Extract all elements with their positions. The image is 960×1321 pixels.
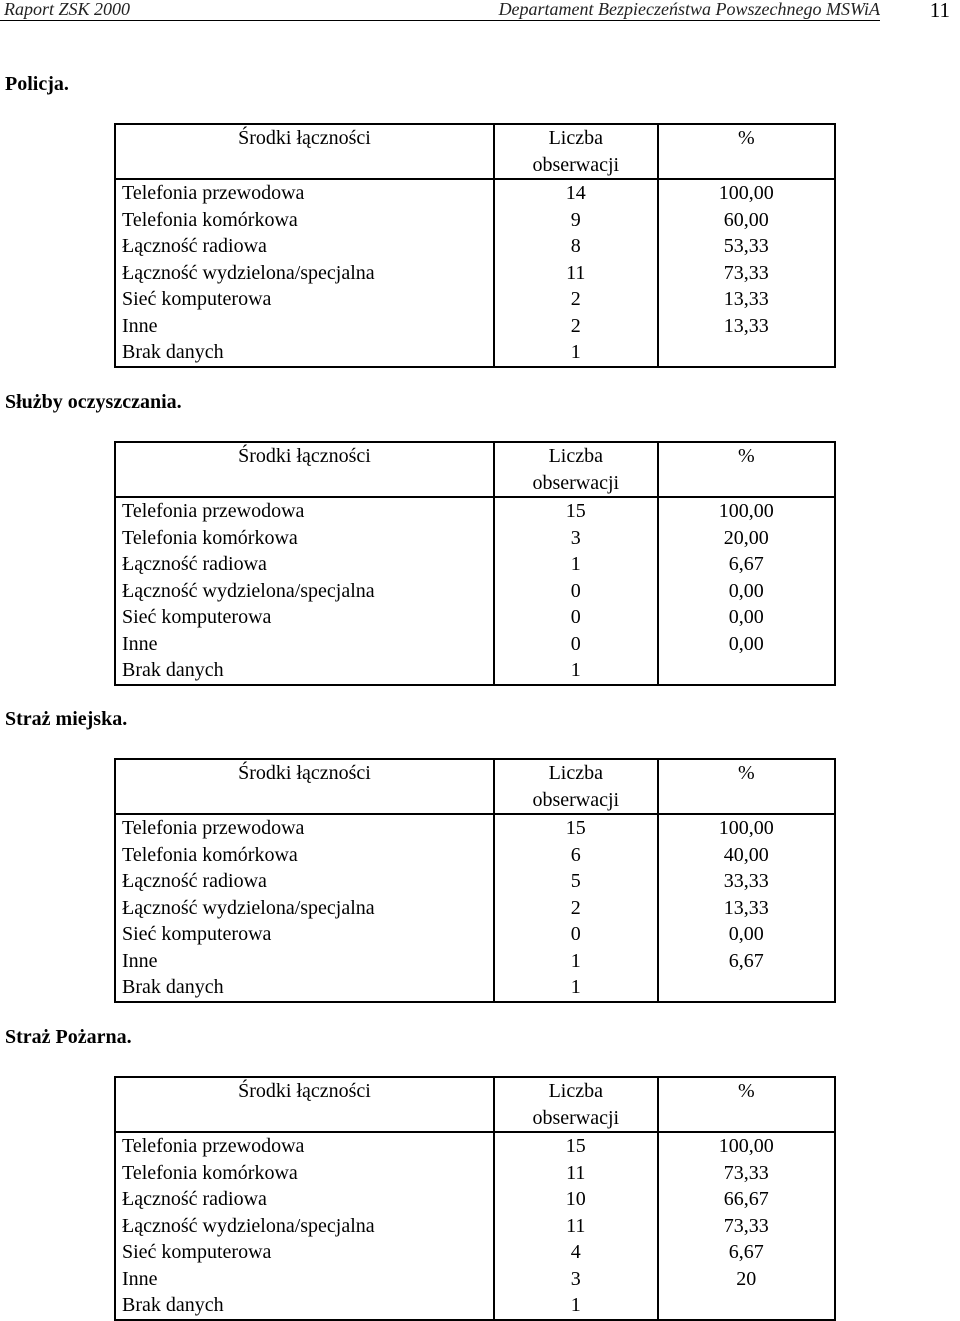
percent-column-entry xyxy=(659,974,834,1001)
percent-column-entry: 100,00 xyxy=(718,1135,774,1157)
count-column-entry: 10 xyxy=(565,1188,586,1210)
table-row xyxy=(115,1132,835,1320)
header-count-entry: Liczba obserwacji xyxy=(532,445,620,494)
header-count-entry: Liczba obserwacji xyxy=(532,1080,620,1129)
percent-column-entry: 40,00 xyxy=(723,843,769,866)
count-column-entry: 2 xyxy=(570,314,581,337)
percent-column-entry: 13,33 xyxy=(723,896,769,919)
header-percent xyxy=(658,1077,835,1132)
report-name: Raport ZSK 2000 xyxy=(4,0,131,19)
communication-table xyxy=(114,758,836,1003)
count-column-entry: 2 xyxy=(570,896,581,919)
header-percent xyxy=(658,442,835,497)
count-column-entry: 1 xyxy=(570,341,581,363)
medium-column xyxy=(115,814,494,1002)
header-percent-entry: % xyxy=(737,127,755,149)
header-count xyxy=(494,759,658,814)
medium-column-entry: Telefonia przewodowa xyxy=(122,500,305,522)
percent-column xyxy=(658,497,835,685)
medium-column-entry: Łączność wydzielona/specjalna xyxy=(122,261,375,284)
medium-column-entry: Telefonia przewodowa xyxy=(122,817,305,839)
percent-column-entry: 13,33 xyxy=(723,314,769,337)
count-column xyxy=(494,179,658,367)
percent-column-entry: 20 xyxy=(736,1267,757,1290)
percent-column-entry: 0,00 xyxy=(728,632,764,655)
table-row xyxy=(115,1077,835,1132)
header-medium xyxy=(115,124,494,179)
medium-column-entry: Inne xyxy=(122,314,158,337)
page-number: 11 xyxy=(929,0,950,22)
count-column-entry: 14 xyxy=(565,182,586,204)
header-medium-entry: Środki łączności xyxy=(238,1080,371,1102)
header-count xyxy=(494,1077,658,1132)
medium-column-entry: Telefonia komórkowa xyxy=(122,1161,298,1184)
header-percent-entry: % xyxy=(737,1080,755,1102)
medium-column-entry: Telefonia przewodowa xyxy=(122,1135,305,1157)
medium-column-entry: Brak danych xyxy=(122,1294,224,1316)
percent-column-entry: 100,00 xyxy=(718,182,774,204)
percent-column-entry: 73,33 xyxy=(723,261,769,284)
count-column-entry: 15 xyxy=(565,817,586,839)
count-column xyxy=(494,497,658,685)
medium-column-entry: Łączność wydzielona/specjalna xyxy=(122,896,375,919)
header-count-entry: Liczba obserwacji xyxy=(532,127,620,176)
percent-column-entry: 13,33 xyxy=(723,288,769,310)
count-column-entry: 1 xyxy=(570,949,581,972)
percent-column-entry: 0,00 xyxy=(728,606,764,628)
count-column-entry: 0 xyxy=(570,606,581,628)
medium-column-entry: Łączność radiowa xyxy=(122,553,267,575)
count-column-entry: 1 xyxy=(570,976,581,998)
percent-column-entry: 6,67 xyxy=(728,1241,764,1263)
percent-column-entry: 6,67 xyxy=(728,949,764,972)
percent-column xyxy=(658,1132,835,1320)
percent-column-entry: 100,00 xyxy=(718,817,774,839)
count-column-entry: 4 xyxy=(570,1241,581,1263)
count-column-entry: 1 xyxy=(570,1294,581,1316)
medium-column-entry: Telefonia komórkowa xyxy=(122,526,298,549)
count-column-entry: 1 xyxy=(570,553,581,575)
count-column-entry: 15 xyxy=(565,500,586,522)
header-percent-entry: % xyxy=(737,445,755,467)
count-column-entry: 0 xyxy=(570,923,581,945)
communication-table xyxy=(114,1076,836,1321)
percent-column-entry: 0,00 xyxy=(728,923,764,945)
section-title: Służby oczyszczania. xyxy=(5,391,182,413)
medium-column-entry: Inne xyxy=(122,632,158,655)
count-column-entry: 3 xyxy=(570,526,581,549)
department-name: Departament Bezpieczeństwa Powszechnego MSWiA xyxy=(498,0,880,19)
count-column-entry: 11 xyxy=(566,1161,586,1184)
count-column-entry: 0 xyxy=(570,632,581,655)
header-rule xyxy=(0,20,880,21)
table-row xyxy=(115,442,835,497)
header-count-entry: Liczba obserwacji xyxy=(532,762,620,811)
medium-column-entry: Sieć komputerowa xyxy=(122,288,272,310)
percent-column-entry: 53,33 xyxy=(723,235,769,257)
percent-column-entry: 73,33 xyxy=(723,1161,769,1184)
count-column xyxy=(494,1132,658,1320)
percent-column-entry: 66,67 xyxy=(723,1188,769,1210)
header-count xyxy=(494,124,658,179)
medium-column xyxy=(115,179,494,367)
section-title: Straż miejska. xyxy=(5,708,128,730)
count-column-entry: 3 xyxy=(570,1267,581,1290)
count-column-entry: 9 xyxy=(570,208,581,231)
percent-column-entry xyxy=(659,339,834,366)
percent-column-entry xyxy=(659,657,834,684)
count-column-entry: 6 xyxy=(570,843,581,866)
percent-column xyxy=(658,814,835,1002)
percent-column-entry: 6,67 xyxy=(728,553,764,575)
medium-column-entry: Łączność wydzielona/specjalna xyxy=(122,579,375,602)
percent-column-entry: 60,00 xyxy=(723,208,769,231)
medium-column xyxy=(115,1132,494,1320)
medium-column xyxy=(115,497,494,685)
percent-column-entry: 33,33 xyxy=(723,870,769,892)
medium-column-entry: Sieć komputerowa xyxy=(122,923,272,945)
communication-table xyxy=(114,441,836,686)
percent-column-entry: 73,33 xyxy=(723,1214,769,1237)
header-percent xyxy=(658,759,835,814)
header-medium-entry: Środki łączności xyxy=(238,762,371,784)
medium-column-entry: Brak danych xyxy=(122,659,224,681)
table-row xyxy=(115,179,835,367)
percent-column-entry: 0,00 xyxy=(728,579,764,602)
count-column-entry: 5 xyxy=(570,870,581,892)
percent-column-entry: 20,00 xyxy=(723,526,769,549)
table-row xyxy=(115,124,835,179)
header-percent xyxy=(658,124,835,179)
header-medium xyxy=(115,442,494,497)
medium-column-entry: Inne xyxy=(122,949,158,972)
percent-column-entry xyxy=(659,1292,834,1319)
medium-column-entry: Sieć komputerowa xyxy=(122,1241,272,1263)
page-header xyxy=(0,0,960,22)
header-medium xyxy=(115,1077,494,1132)
medium-column-entry: Łączność radiowa xyxy=(122,870,267,892)
header-count xyxy=(494,442,658,497)
medium-column-entry: Telefonia przewodowa xyxy=(122,182,305,204)
table-row xyxy=(115,497,835,685)
section-title: Policja. xyxy=(5,73,69,95)
count-column-entry: 2 xyxy=(570,288,581,310)
count-column-entry: 0 xyxy=(570,579,581,602)
table-row xyxy=(115,814,835,1002)
medium-column-entry: Inne xyxy=(122,1267,158,1290)
percent-column-entry: 100,00 xyxy=(718,500,774,522)
count-column-entry: 8 xyxy=(570,235,581,257)
count-column-entry: 15 xyxy=(565,1135,586,1157)
header-medium-entry: Środki łączności xyxy=(238,127,371,149)
medium-column-entry: Łączność wydzielona/specjalna xyxy=(122,1214,375,1237)
header-percent-entry: % xyxy=(737,762,755,784)
medium-column-entry: Łączność radiowa xyxy=(122,235,267,257)
header-medium-entry: Środki łączności xyxy=(238,445,371,467)
medium-column-entry: Telefonia komórkowa xyxy=(122,843,298,866)
section-title: Straż Pożarna. xyxy=(5,1026,132,1048)
medium-column-entry: Brak danych xyxy=(122,976,224,998)
medium-column-entry: Łączność radiowa xyxy=(122,1188,267,1210)
table-row xyxy=(115,759,835,814)
percent-column xyxy=(658,179,835,367)
count-column-entry: 1 xyxy=(570,659,581,681)
header-medium xyxy=(115,759,494,814)
medium-column-entry: Telefonia komórkowa xyxy=(122,208,298,231)
medium-column-entry: Sieć komputerowa xyxy=(122,606,272,628)
medium-column-entry: Brak danych xyxy=(122,341,224,363)
count-column-entry: 11 xyxy=(566,261,586,284)
count-column xyxy=(494,814,658,1002)
count-column-entry: 11 xyxy=(566,1214,586,1237)
communication-table xyxy=(114,123,836,368)
